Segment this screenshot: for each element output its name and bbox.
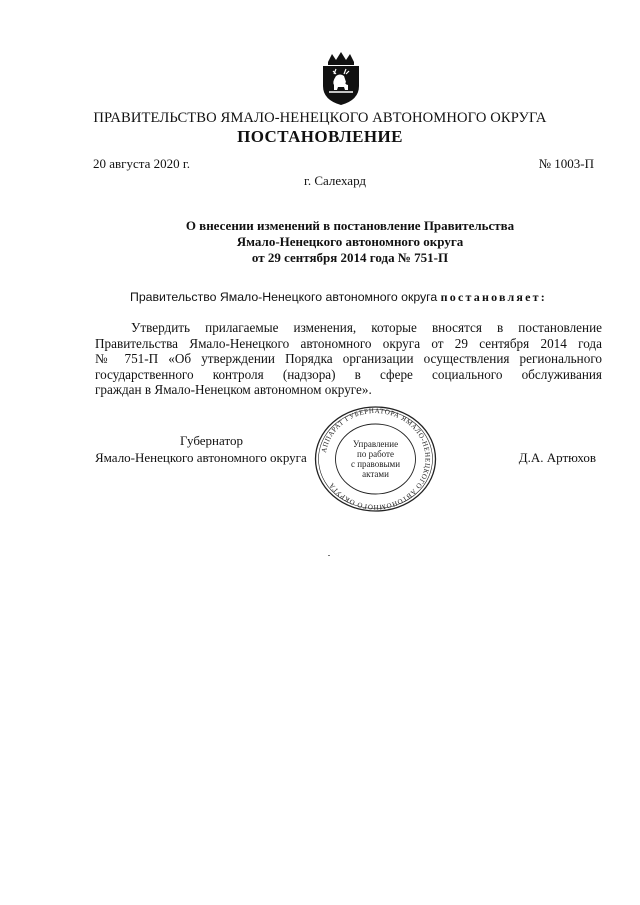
document-city: г. Салехард — [303, 173, 367, 188]
document-type: ПОСТАНОВЛЕНИЕ — [237, 127, 403, 146]
body-line: государственного контроля (надзора) в сфере социального обслуживания — [95, 366, 602, 382]
decree-word: постановляет: — [440, 290, 547, 304]
body-line: граждан в Ямало-Ненецком автономном округе». — [95, 382, 372, 397]
subject-line: от 29 сентября 2014 года № 751-П — [251, 250, 449, 265]
document-body — [95, 320, 602, 398]
body-line: Утвердить прилагаемые изменения, которые вносятся в постановление — [131, 320, 602, 335]
body-line: Правительства Ямало-Ненецкого автономного округа от 29 сентября 2014 года — [95, 335, 602, 351]
subject-line: О внесении изменений в постановление Правительства — [185, 218, 515, 233]
government-title: ПРАВИТЕЛЬСТВО ЯМАЛО-НЕНЕЦКОГО АВТОНОМНОГО ОКРУГА — [93, 110, 547, 126]
stamp-center-text: по работе — [357, 449, 394, 459]
signatory-title: Губернатор — [180, 433, 243, 448]
stamp-ring-text: АППАРАТ ГУБЕРНАТОРА ЯМАЛО-НЕНЕЦКОГО АВТОНОМНОГО ОКРУГА — [319, 406, 432, 512]
document-subject — [130, 218, 570, 266]
stamp-center-text: актами — [362, 469, 389, 479]
subject-line: Ямало-Ненецкого автономного округа — [236, 234, 464, 249]
document-date: 20 августа 2020 г. — [93, 156, 190, 171]
body-line: № 751-П «Об утверждении Порядка организации осуществления регионального — [95, 351, 602, 366]
official-stamp — [313, 405, 438, 513]
signatory-name: Д.А. Артюхов — [518, 450, 596, 465]
coat-of-arms-icon — [320, 52, 362, 106]
stamp-center-text: с правовыми — [350, 459, 401, 469]
stamp-center-text: Управление — [352, 439, 399, 449]
document-number: № 1003-П — [538, 156, 594, 171]
signatory-organization: Ямало-Ненецкого автономного округа — [95, 450, 307, 465]
preamble — [130, 290, 547, 305]
preamble-text: Правительство Ямало-Ненецкого автономного округа — [130, 290, 438, 304]
scan-speck — [328, 555, 330, 556]
